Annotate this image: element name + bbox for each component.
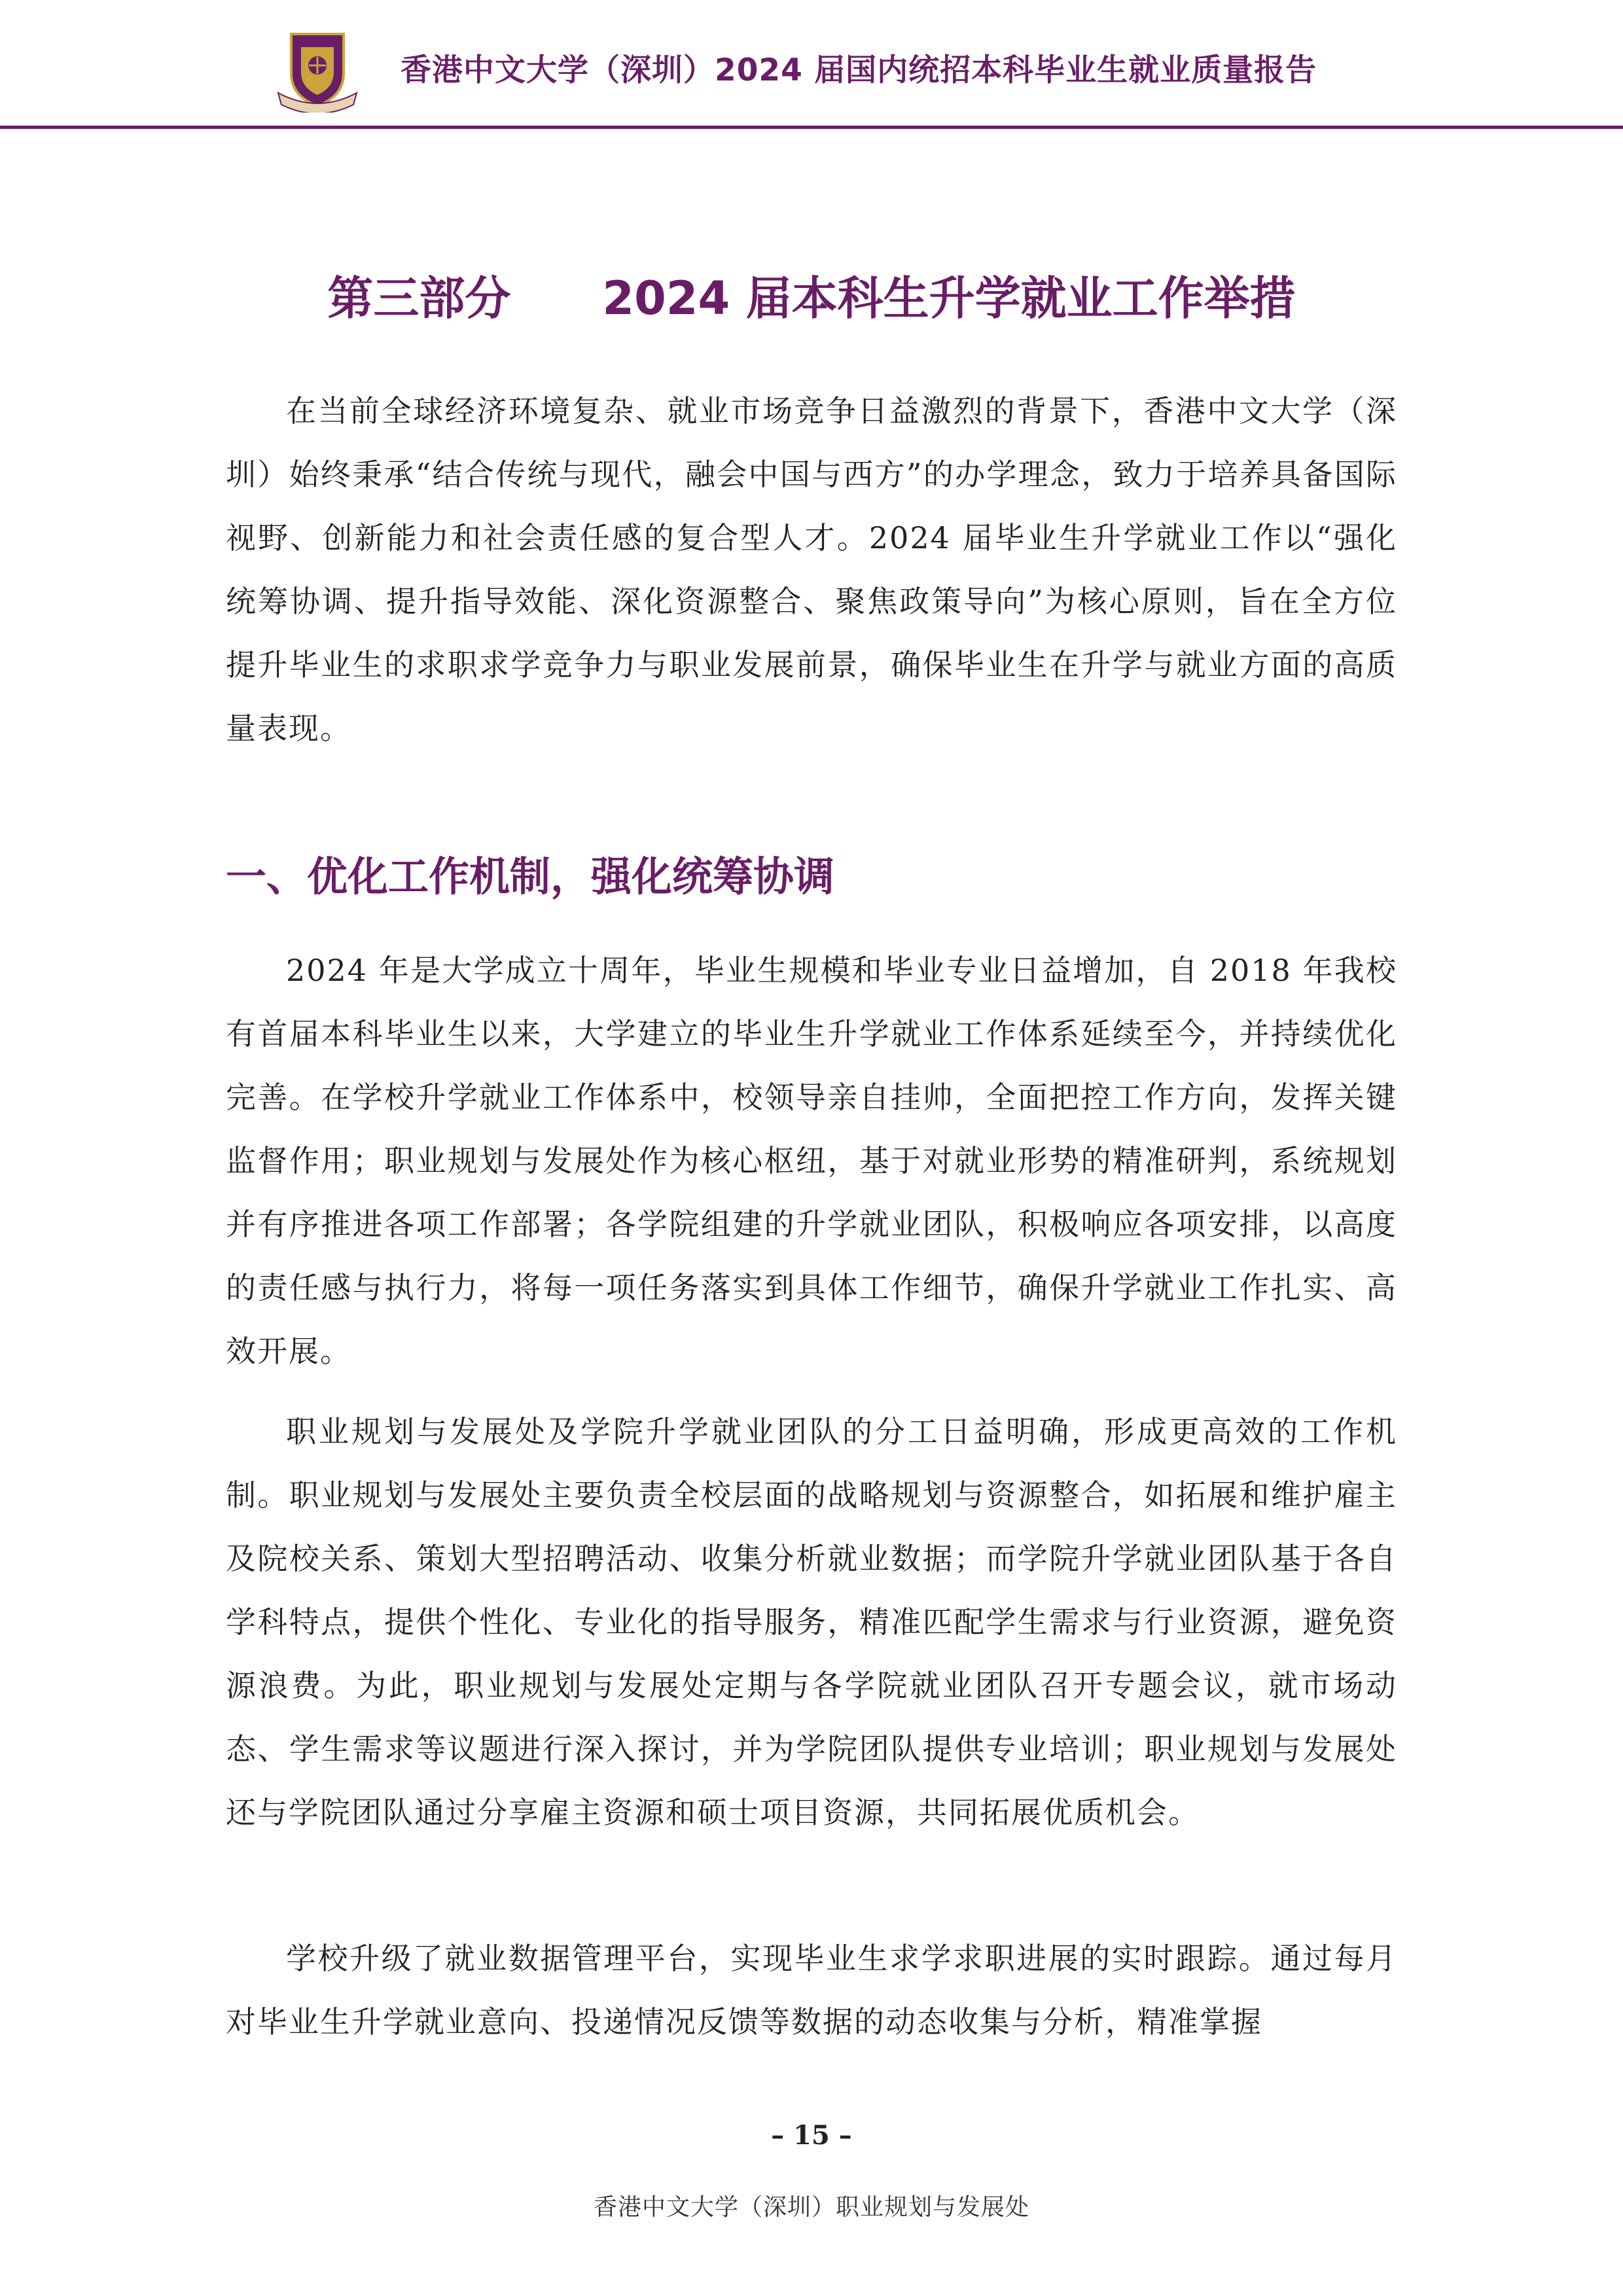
paragraph: 2024 年是大学成立十周年，毕业生规模和毕业专业日益增加，自 2018 年我校有首届本科毕业生以来，大学建立的毕业生升学就业工作体系延续至今，并持续优化完善。在学校升学就业工作体系中，校领导亲自挂帅，全面把控工作方向，发挥关键监督作用；职业规划与发展处作为核心枢纽，基于对就业形势的精准研判，系统规划并有序推进各项工作部署；各学院组建的升学就业团队，积极响应各项安排，以高度的责任感与执行力，将每一项任务落实到具体工作细节，确保升学就业工作扎实、高效开展。 <box>226 953 1397 1369</box>
part-title <box>0 262 1623 328</box>
page-header <box>0 0 1623 131</box>
part-label: 第三部分 <box>327 272 511 325</box>
page-number: – 15 – <box>771 2120 852 2151</box>
section-paragraph-3 <box>226 1927 1397 2054</box>
section-paragraph-1 <box>226 939 1397 1383</box>
university-crest-icon <box>275 27 360 113</box>
intro-section <box>226 380 1397 760</box>
part-title-text: 2024 届本科生升学就业工作举措 <box>602 272 1296 325</box>
section-heading: 一、优化工作机制，强化统筹协调 <box>226 853 835 900</box>
intro-paragraph: 在当前全球经济环境复杂、就业市场竞争日益激烈的背景下，香港中文大学（深圳）始终秉承“结合传统与现代，融会中国与西方”的办学理念，致力于培养具备国际视野、创新能力和社会责任感的复合型人才。2024 届毕业生升学就业工作以“强化统筹协调、提升指导效能、深化资源整合、聚焦政策导向”为核心原则，旨在全方位提升毕业生的求职求学竞争力与职业发展前景，确保毕业生在升学与就业方面的高质量表现。 <box>226 393 1397 746</box>
paragraph: 学校升级了就业数据管理平台，实现毕业生求学求职进展的实时跟踪。通过每月对毕业生升学就业意向、投递情况反馈等数据的动态收集与分析，精准掌握 <box>226 1941 1397 2040</box>
section-paragraph-2 <box>226 1400 1397 1845</box>
header-divider <box>0 126 1623 129</box>
paragraph: 职业规划与发展处及学院升学就业团队的分工日益明确，形成更高效的工作机制。职业规划与发展处主要负责全校层面的战略规划与资源整合，如拓展和维护雇主及院校关系、策划大型招聘活动、收集分析就业数据；而学院升学就业团队基于各自学科特点，提供个性化、专业化的指导服务，精准匹配学生需求与行业资源，避免资源浪费。为此，职业规划与发展处定期与各学院就业团队召开专题会议，就市场动态、学生需求等议题进行深入探讨，并为学院团队提供专业培训；职业规划与发展处还与学院团队通过分享雇主资源和硕士项目资源，共同拓展优质机会。 <box>226 1414 1397 1830</box>
header-title: 香港中文大学（深圳）2024 届国内统招本科毕业生就业质量报告 <box>401 52 1317 88</box>
page-footer: 香港中文大学（深圳）职业规划与发展处 <box>593 2194 1029 2221</box>
